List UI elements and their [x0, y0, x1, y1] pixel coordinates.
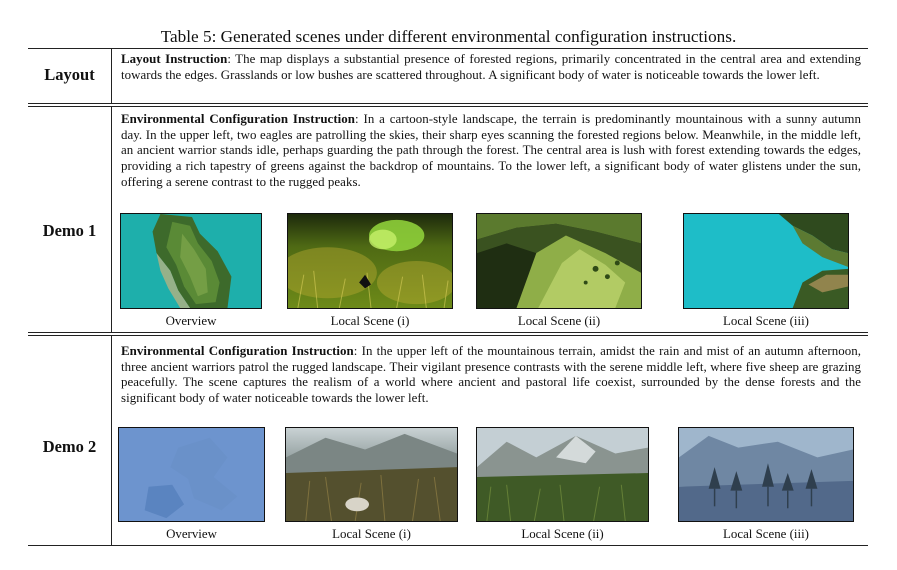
demo2-instruction-label: Environmental Configuration Instruction: [121, 344, 354, 358]
demo1-caption-local-iii: Local Scene (iii): [723, 314, 809, 328]
demo2-instruction-text: : In the upper left of the mountainous terrain, amidst the rain and mist of an autumn afternoon, three ancient warriors patrol the rugged landscape. Their vigilant presence contrasts with the serene middle left, where five sheep are grazing peacefully. The scene captures the realism of a world where ancient and pastoral life coexist, surrounded by the dense forests and the significant body of water noticeable towards the lower left.: [121, 344, 861, 406]
demo1-rule-1: [28, 332, 868, 333]
demo1-rule-2: [28, 335, 868, 336]
row-label-demo1: Demo 1: [42, 221, 97, 240]
table-caption: Table 5: Generated scenes under different environmental configuration instructions.: [160, 27, 737, 46]
top-rule: [28, 48, 868, 49]
col-divider-demo2: [111, 335, 112, 545]
demo2-overview-image: [118, 427, 265, 522]
demo2-caption-local-i: Local Scene (i): [332, 527, 411, 541]
col-divider-layout: [111, 48, 112, 103]
demo1-instruction: [121, 112, 861, 191]
demo1-instruction-text: : In a cartoon-style landscape, the terrain is predominantly mountainous with a sunny autumn day. In the upper left, two eagles are patrolling the skies, their sharp eyes scanning the forested regions below. Meanwhile, in the middle left, an ancient warrior stands idle, perhaps guarding the path through the forest. The central area is lush with forest extending towards the edges, providing a rich tapestry of greens against the backdrop of mountains. To the lower left, a significant body of water glistens under the sun, offering a serene contrast to the rugged peaks.: [121, 112, 862, 189]
row-label-layout: Layout: [44, 65, 95, 84]
layout-instruction-label: Layout Instruction: [121, 52, 228, 66]
demo2-caption-local-ii: Local Scene (ii): [521, 527, 604, 541]
demo1-overview-image: [120, 213, 262, 309]
demo1-instruction-label: Environmental Configuration Instruction: [121, 112, 356, 126]
demo2-instruction: [121, 344, 861, 407]
demo1-local-scene-i-image: [287, 213, 453, 309]
demo1-local-scene-iii-image: [683, 213, 849, 309]
demo1-local-scene-ii-image: [476, 213, 642, 309]
layout-instruction-text: : The map displays a substantial presence of forested regions, primarily concentrated in the central area and extending towards the edges. Grasslands or low bushes are scattered throughout. A significant body of water is noticeable towards the lower left.: [121, 52, 861, 82]
layout-rule-1: [28, 103, 868, 104]
col-divider-demo1: [111, 106, 112, 332]
demo2-caption-overview: Overview: [166, 527, 217, 541]
bottom-rule: [28, 545, 868, 546]
demo1-caption-overview: Overview: [165, 314, 217, 328]
row-label-demo2: Demo 2: [42, 437, 97, 456]
demo2-caption-local-iii: Local Scene (iii): [723, 527, 809, 541]
demo1-caption-local-i: Local Scene (i): [330, 314, 410, 328]
layout-rule-2: [28, 106, 868, 107]
demo2-local-scene-ii-image: [476, 427, 649, 522]
layout-instruction: [121, 52, 861, 83]
demo2-local-scene-iii-image: [678, 427, 854, 522]
demo1-caption-local-ii: Local Scene (ii): [517, 314, 601, 328]
results-table: [28, 48, 868, 546]
demo2-local-scene-i-image: [285, 427, 458, 522]
